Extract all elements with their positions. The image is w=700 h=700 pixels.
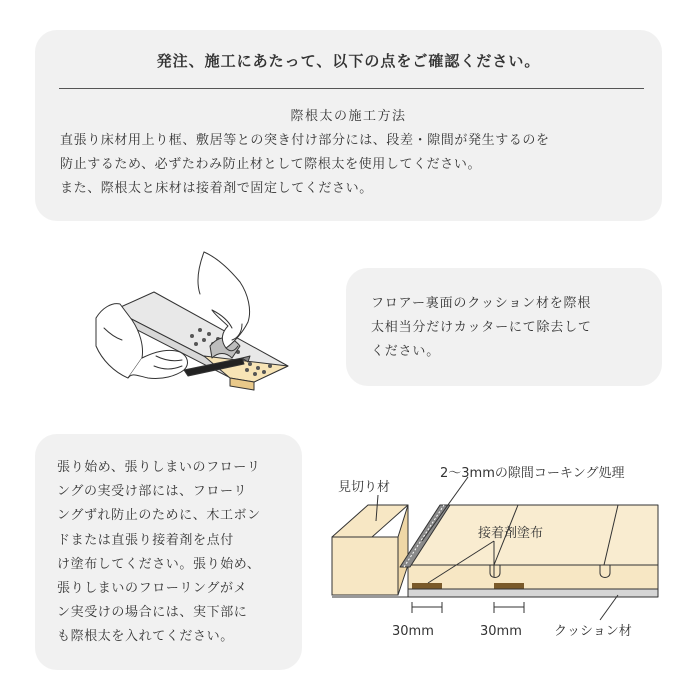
note-line: ングの実受け部には、フローリ [57,484,248,500]
adhesive-left [412,583,442,589]
label-cushion: クッション材 [554,624,632,639]
body-line: また、際根太と床材は接着剤で固定してください。 [60,181,373,196]
label-gap-caulking: 2～3mmの隙間コーキング処理 [440,466,625,481]
note-line: ください。 [371,344,441,359]
body-line: 直張り床材用上り框、敷居等との突き付け部分には、段差・隙間が発生するのを [60,133,550,148]
cutting-illustration [92,248,307,408]
page-title: 発注、施工にあたって、以下の点をご確認ください。 [156,52,541,70]
flooring-start-end-note [35,434,302,670]
note-line: フロアー裏面のクッション材を際根 [371,296,592,311]
precautions-panel [35,30,662,221]
note-line: ドまたは直張り接着剤を点付 [57,532,234,548]
section-body [60,129,648,201]
body-line: 防止するため、必ずたわみ防止材として際根太を使用してください。 [60,157,482,172]
note-line: も際根太を入れてください。 [57,629,234,645]
cushion-layer [408,589,658,597]
adhesive-right [494,583,524,589]
note-line: ングずれ防止のために、木工ボン [57,508,261,524]
floor-cross-section-diagram [318,455,678,655]
note-line: 張り始め、張りしまいのフローリ [57,460,261,475]
note-line: け塗布してください。張り始め、 [57,556,261,572]
note-text [371,292,656,364]
note-line: 張りしまいのフローリングがメ [57,581,248,597]
mikiri-top [332,505,408,537]
cushion-removal-note [346,268,662,386]
label-mikiri: 見切り材 [338,480,391,495]
label-adhesive: 接着剤塗布 [478,526,544,541]
note-line: ン実受けの場合には、実下部に [57,605,248,621]
note-line: 太相当分だけカッターにて除去して [371,320,592,335]
section-heading: 際根太の施工方法 [290,109,407,124]
note-text [57,456,297,650]
divider [59,88,644,89]
label-dim-left: 30mm [392,624,434,639]
label-dim-right: 30mm [480,624,522,639]
